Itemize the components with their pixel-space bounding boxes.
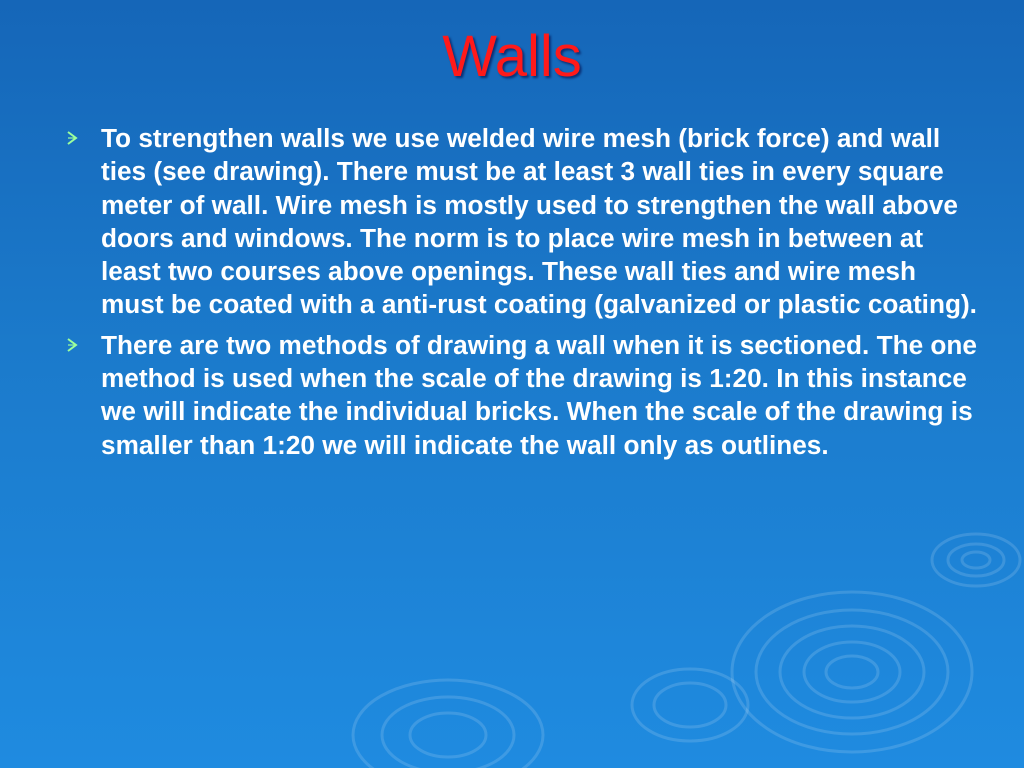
slide-title: Walls	[442, 24, 582, 89]
bullet-item	[60, 329, 980, 462]
bullet-item	[60, 122, 980, 322]
arrowhead-bullet-icon	[65, 129, 81, 147]
arrowhead-bullet-icon	[65, 336, 81, 354]
bullet-list	[60, 122, 980, 469]
bullet-text: There are two methods of drawing a wall when it is sectioned. The one method is used when the scale of the drawing is 1:20. In this instance we will indicate the individual bricks. When the scale of the drawing is smaller than 1:20 we will indicate the wall only as outlines.	[101, 329, 977, 460]
bullet-text: To strengthen walls we use welded wire mesh (brick force) and wall ties (see drawing). There must be at least 3 wall ties in every square meter of wall. Wire mesh is mostly used to strengthen the wall above doors and windows. The norm is to place wire mesh in between at least two courses above openings. These wall ties and wire mesh must be coated with a anti-rust coating (galvanized or plastic coating).	[101, 123, 977, 320]
